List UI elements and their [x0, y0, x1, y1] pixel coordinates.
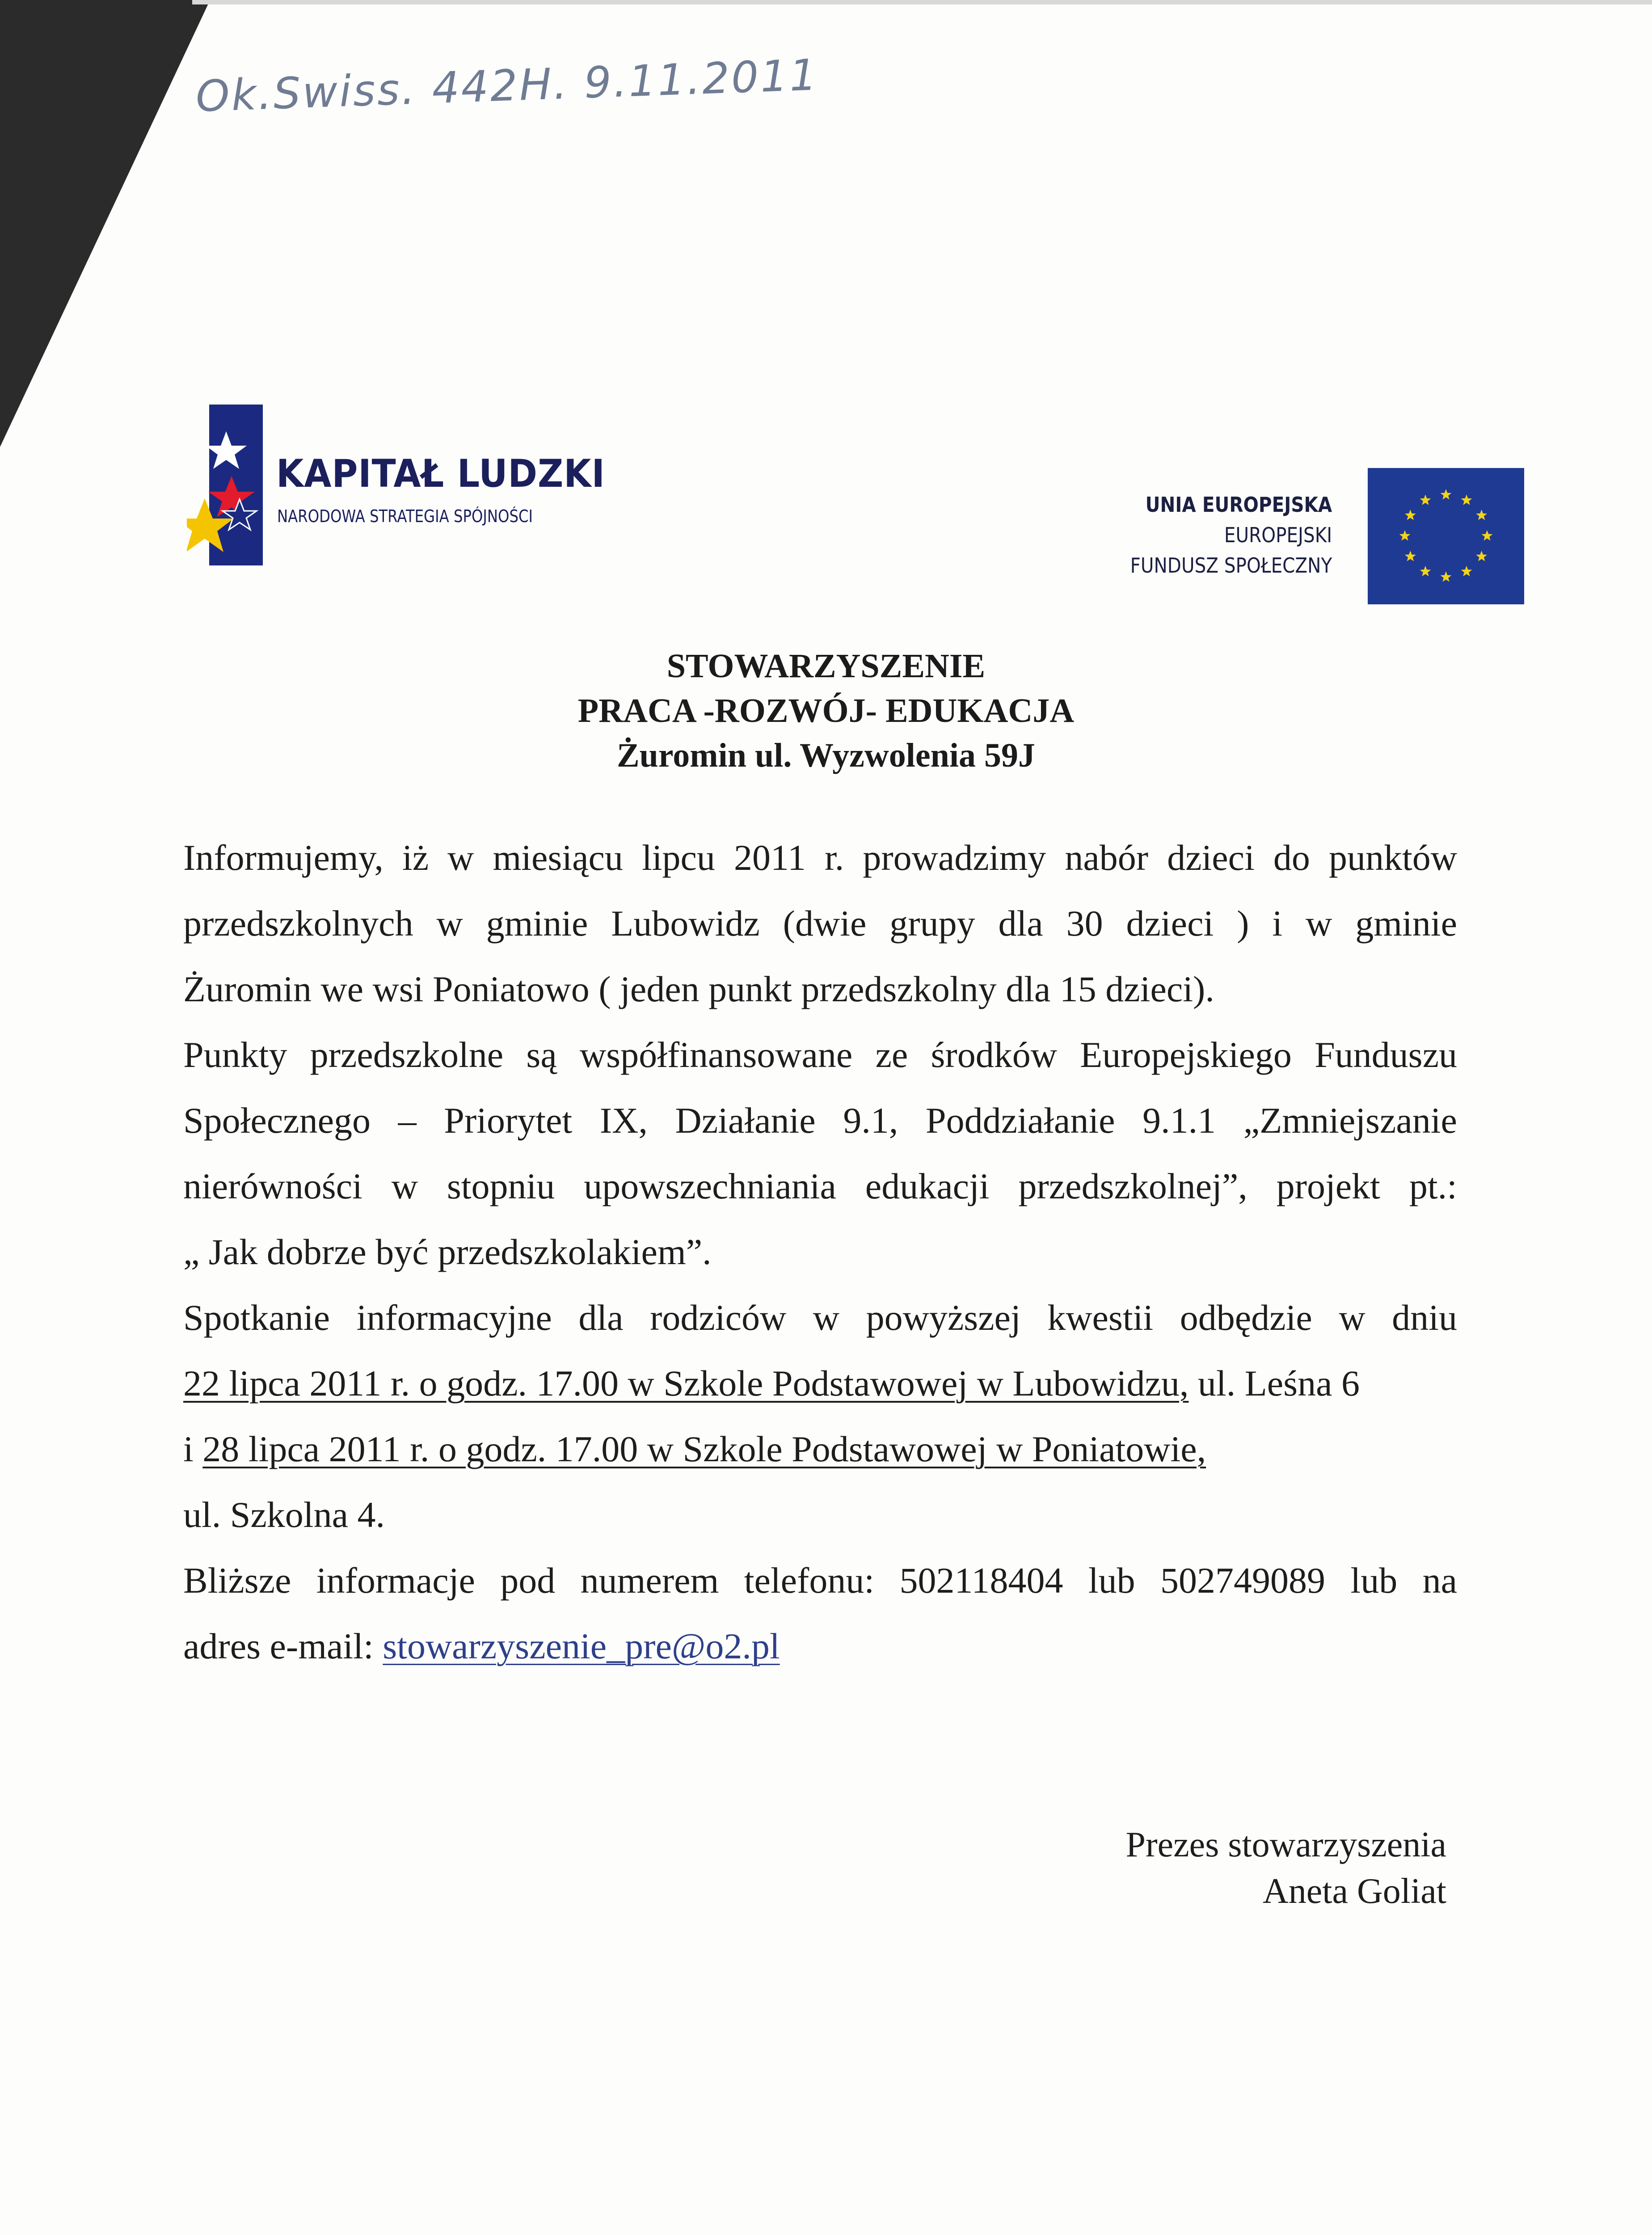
kapital-ludzki-star-mark-icon	[187, 405, 263, 565]
body-line: „ Jak dobrze być przedszkolakiem”.	[183, 1231, 712, 1272]
body-line: Społecznego – Priorytet IX, Działanie 9.1, Poddziałanie 9.1.1 „Zmniejszanie	[183, 1100, 1457, 1141]
heading-association-name: PRACA -ROZWÓJ- EDUKACJA	[577, 692, 1075, 730]
eu-logo-text	[1103, 489, 1332, 581]
email-label: adres e-mail:	[183, 1626, 383, 1666]
paragraph-recruitment	[183, 825, 1457, 1022]
paragraph-contact	[183, 1548, 1457, 1679]
signature-role: Prezes stowarzyszenia	[1125, 1825, 1446, 1864]
meeting-conjunction: i	[183, 1429, 203, 1469]
body-line: Punkty przedszkolne są współfinansowane ze środków Europejskiego Funduszu	[183, 1034, 1457, 1075]
eu-line-european: EUROPEJSKI	[1224, 523, 1332, 547]
eu-line-union: UNIA EUROPEJSKA	[1145, 493, 1332, 517]
body-line: nierówności w stopniu upowszechniania edukacji przedszkolnej”, projekt pt.:	[183, 1166, 1457, 1206]
body-line: Spotkanie informacyjne dla rodziców w powyższej kwestii odbędzie w dniu	[183, 1297, 1457, 1338]
signature-name: Aneta Goliat	[1263, 1872, 1446, 1911]
meeting-address-poniatowo: ul. Szkolna 4.	[183, 1494, 385, 1535]
heading-association: STOWARZYSZENIE	[666, 647, 986, 685]
scan-corner-shadow	[0, 0, 210, 447]
heading-address: Żuromin ul. Wyzwolenia 59J	[616, 737, 1036, 774]
paragraph-funding	[183, 1022, 1457, 1285]
eu-flag-icon	[1368, 468, 1524, 604]
body-line: przedszkolnych w gminie Lubowidz (dwie grupy dla 30 dzieci ) i w gminie	[183, 903, 1457, 944]
meeting-date-poniatowo: 28 lipca 2011 r. o godz. 17.00 w Szkole Podstawowej w Poniatowie,	[202, 1429, 1206, 1469]
kapital-ludzki-subtitle: NARODOWA STRATEGIA SPÓJNOŚCI	[277, 506, 533, 526]
meeting-line-poniatowo	[183, 1416, 1457, 1482]
body-line: Informujemy, iż w miesiącu lipcu 2011 r. prowadzimy nabór dzieci do punktów	[183, 837, 1457, 878]
eu-line-social-fund: FUNDUSZ SPOŁECZNY	[1130, 553, 1332, 578]
meeting-line-lubowidz	[183, 1350, 1457, 1416]
contact-email-line	[183, 1613, 1457, 1679]
signature-block	[1126, 1822, 1446, 1915]
kapital-ludzki-title: KAPITAŁ LUDZKI	[276, 451, 605, 496]
meeting-date-lubowidz: 22 lipca 2011 r. o godz. 17.00 w Szkole Podstawowej w Lubowidzu,	[183, 1363, 1189, 1404]
paragraph-meeting	[183, 1285, 1457, 1548]
body-line: Żuromin we wsi Poniatowo ( jeden punkt przedszkolny dla 15 dzieci).	[183, 969, 1214, 1009]
contact-phone-line: Bliższe informacje pod numerem telefonu: 502118404 lub 502749089 lub na	[183, 1560, 1457, 1601]
eu-logo	[1095, 465, 1524, 608]
document-body	[183, 825, 1457, 1679]
document-heading	[0, 644, 1652, 778]
handwritten-note: Ok.Swiss. 442H. 9.11.2011	[195, 50, 820, 122]
meeting-address-lubowidz: ul. Leśna 6	[1188, 1363, 1360, 1404]
kapital-ludzki-logo	[187, 405, 634, 574]
email-link[interactable]: stowarzyszenie_pre@o2.pl	[383, 1626, 780, 1666]
scan-top-edge	[192, 0, 1652, 4]
